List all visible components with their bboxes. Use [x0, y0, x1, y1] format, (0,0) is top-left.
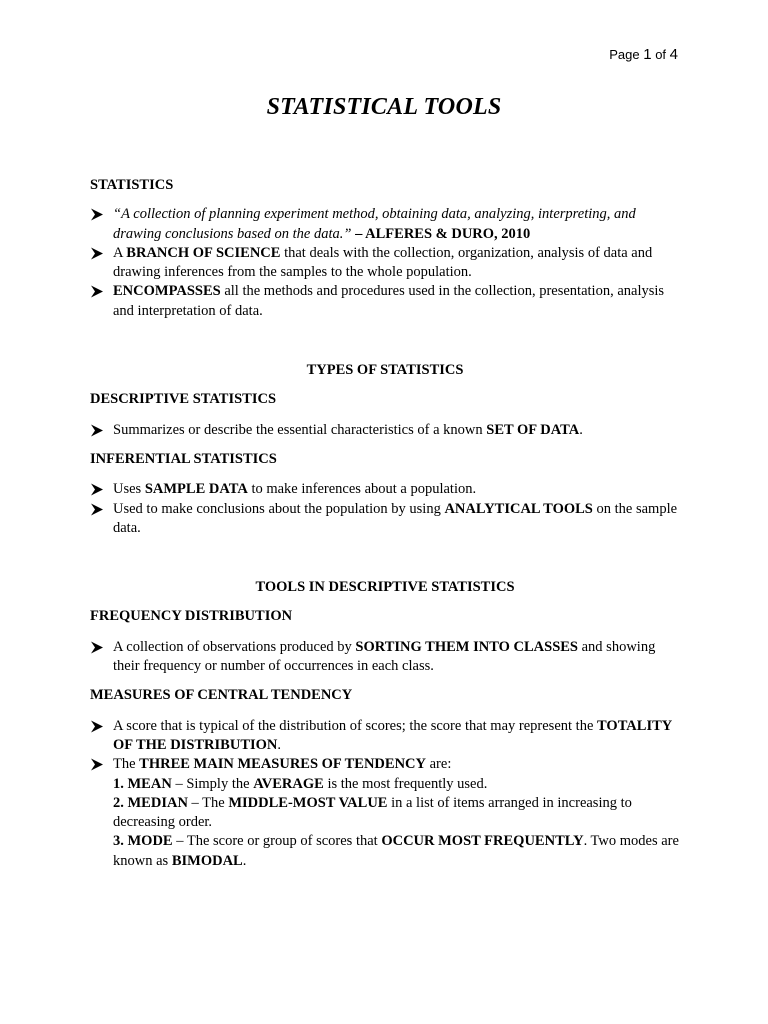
arrow-bullet-icon — [90, 503, 104, 516]
document-body — [90, 176, 680, 871]
list-item — [90, 717, 680, 756]
emphasis: TOTALITY OF THE DISTRIBUTION — [113, 717, 672, 753]
text-span: . Two modes are known as — [113, 833, 679, 869]
mean-label: 1. MEAN — [113, 775, 172, 792]
page-total: 4 — [669, 46, 678, 63]
list-item — [90, 282, 680, 321]
text-span: Summarizes or describe the essential characteristics of a known — [113, 421, 487, 438]
text-span: The — [113, 756, 140, 773]
median-line — [113, 794, 680, 833]
text-span: . — [242, 852, 247, 869]
statistics-heading: STATISTICS — [90, 177, 174, 193]
emphasis: THREE MAIN MEASURES OF TENDENCY — [139, 756, 426, 773]
types-heading: TYPES OF STATISTICS — [306, 362, 464, 379]
mode-line — [113, 832, 680, 871]
arrow-bullet-icon — [90, 208, 104, 221]
arrow-bullet-icon — [90, 247, 104, 260]
text-span: is the most frequently used. — [323, 775, 488, 792]
document-title: STATISTICAL TOOLS — [266, 94, 502, 120]
text-span: A collection of observations produced by — [113, 638, 356, 655]
list-item — [90, 421, 680, 440]
inferential-list — [90, 480, 680, 538]
emphasis: MIDDLE-MOST VALUE — [228, 794, 388, 811]
mean-line — [113, 775, 680, 794]
text-span: – The score or group of scores that — [172, 833, 382, 850]
text-span: and showing their frequency or number of occurrences in each class. — [113, 638, 656, 675]
arrow-bullet-icon — [90, 424, 104, 437]
statistics-definition-source: – ALFERES & DURO, 2010 — [351, 225, 531, 242]
median-label: 2. MEDIAN — [113, 794, 188, 811]
emphasis: SAMPLE DATA — [144, 481, 248, 498]
emphasis: ANALYTICAL TOOLS — [444, 500, 593, 517]
arrow-bullet-icon — [90, 285, 104, 298]
arrow-bullet-icon — [90, 758, 104, 771]
list-item — [90, 755, 680, 871]
text-span: are: — [426, 756, 452, 773]
frequency-heading: FREQUENCY DISTRIBUTION — [90, 608, 293, 625]
page-number — [609, 46, 678, 63]
list-item — [90, 480, 680, 499]
text-span: all the methods and procedures used in the collection, presentation, analysis and interpretation of data. — [113, 283, 665, 319]
page-prefix: Page — [609, 47, 640, 62]
text-span: to make inferences about a population. — [247, 481, 477, 498]
emphasis: ENCOMPASSES — [113, 283, 221, 300]
frequency-list — [90, 638, 680, 677]
tools-heading: TOOLS IN DESCRIPTIVE STATISTICS — [255, 579, 515, 596]
text-span: – The — [187, 794, 229, 811]
text-span: – Simply the — [171, 775, 254, 792]
descriptive-heading: DESCRIPTIVE STATISTICS — [90, 391, 277, 408]
list-item — [90, 638, 680, 677]
text-span: on the sample data. — [113, 500, 678, 536]
page-current: 1 — [643, 46, 652, 63]
emphasis: SET OF DATA — [486, 421, 580, 438]
emphasis: OCCUR MOST FREQUENTLY — [381, 833, 584, 850]
central-tendency-heading: MEASURES OF CENTRAL TENDENCY — [90, 687, 353, 704]
text-span: . — [277, 736, 282, 753]
mode-label: 3. MODE — [113, 833, 173, 850]
central-tendency-list — [90, 717, 680, 871]
arrow-bullet-icon — [90, 641, 104, 654]
descriptive-list — [90, 421, 680, 440]
list-item — [90, 205, 680, 244]
statistics-definition-quote: “A collection of planning experiment method, obtaining data, analyzing, interpreting, and drawing conclusions based on the data.” — [113, 206, 636, 242]
emphasis: BRANCH OF SCIENCE — [126, 244, 281, 261]
emphasis: AVERAGE — [253, 775, 324, 792]
list-item — [90, 500, 680, 539]
inferential-heading: INFERENTIAL STATISTICS — [90, 450, 277, 467]
text-span: Used to make conclusions about the population by using — [113, 500, 445, 517]
text-span: A — [113, 244, 127, 261]
text-span: in a list of items arranged in increasing to decreasing order. — [113, 794, 632, 831]
statistics-list — [90, 205, 680, 321]
emphasis: BIMODAL — [171, 852, 243, 869]
emphasis: SORTING THEM INTO CLASSES — [355, 638, 578, 655]
text-span: Uses — [113, 481, 145, 498]
text-span: A score that is typical of the distribution of scores; the score that may represent the — [113, 717, 598, 734]
text-span: . — [579, 421, 583, 438]
page-of: of — [655, 47, 667, 62]
list-item — [90, 244, 680, 283]
arrow-bullet-icon — [90, 483, 104, 496]
arrow-bullet-icon — [90, 720, 104, 733]
text-span: that deals with the collection, organization, analysis of data and drawing inferences from the samples to the whole population. — [113, 244, 653, 281]
